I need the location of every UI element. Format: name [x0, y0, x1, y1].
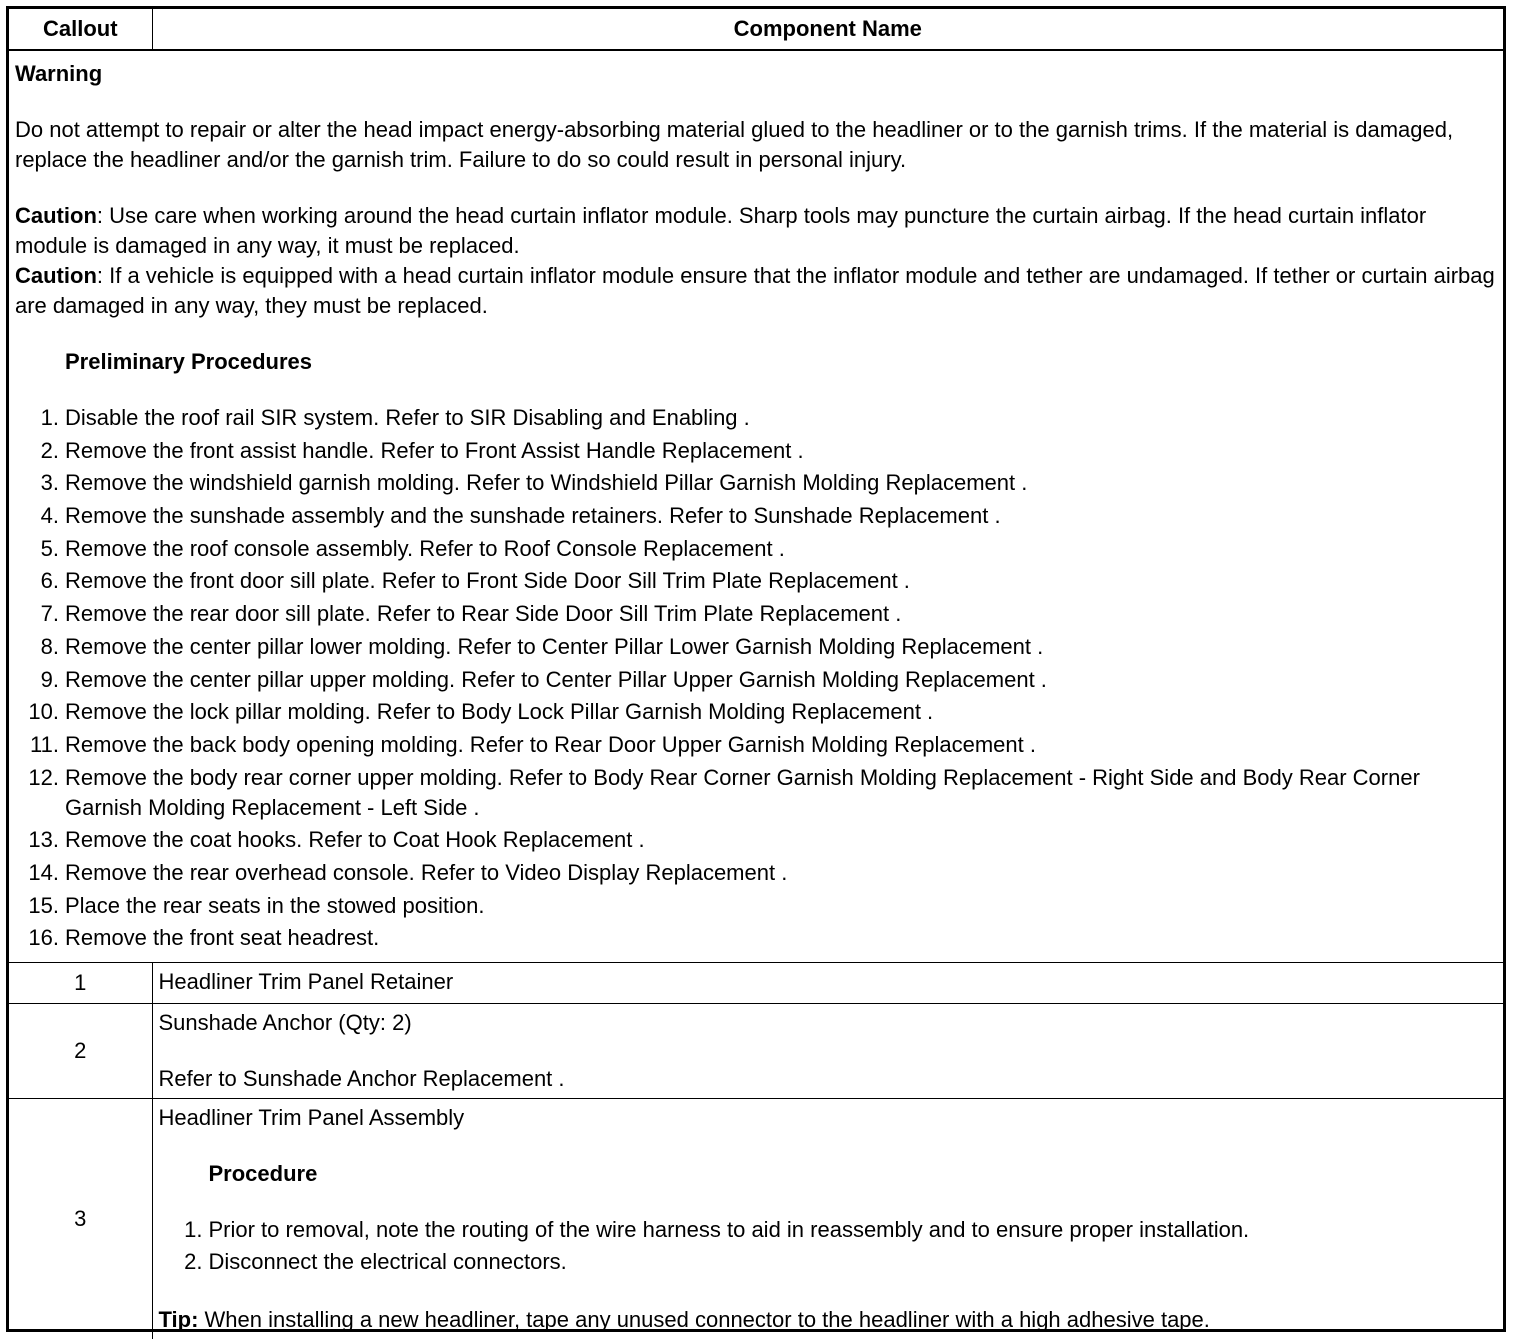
step-text: Disable the roof rail SIR system. Refer to SIR Disabling and Enabling .: [65, 405, 750, 430]
component-name-header: Component Name: [152, 9, 1503, 50]
component-name: Headliner Trim Panel Retainer: [158, 969, 454, 994]
step-number: 1.: [40, 405, 59, 430]
warning-text: Do not attempt to repair or alter the head impact energy-absorbing material glued to the headliner or to the garnish trims. If the material is damaged, replace the headliner and/or the garnish trim. Failure to do so could result in personal injury.: [15, 117, 1454, 172]
caution-2: [15, 261, 1497, 321]
procedure-step: [159, 1215, 1498, 1245]
component-row-2: [9, 1004, 1503, 1099]
step-number: 4.: [40, 503, 59, 529]
step-item: [15, 697, 1497, 727]
component-row-3: [9, 1099, 1503, 1340]
procedure-steps-list: [159, 1215, 1498, 1277]
tip: [159, 1305, 1498, 1335]
step-item: [15, 566, 1497, 596]
step-item: [15, 891, 1497, 921]
step-text: Remove the center pillar lower molding. Refer to Center Pillar Lower Garnish Molding Replacement .: [65, 633, 1044, 659]
step-number: 9.: [40, 666, 59, 692]
step-number: 1.: [184, 1217, 203, 1242]
step-number: 6.: [40, 568, 59, 594]
step-text: Remove the sunshade assembly and the sunshade retainers. Refer to Sunshade Replacement .: [65, 503, 1001, 529]
step-text: Disconnect the electrical connectors.: [208, 1249, 567, 1274]
component-table-frame: [6, 6, 1506, 1332]
step-item: [15, 534, 1497, 564]
step-text: Remove the front seat headrest.: [65, 925, 380, 951]
caution-1-text: : Use care when working around the head curtain inflator module. Sharp tools may puncture the curtain airbag. If the head curtain inflator module is damaged in any way, it must be replaced.: [15, 203, 1427, 258]
step-item: [15, 858, 1497, 888]
component-table: [9, 9, 1503, 1339]
step-number: 11.: [30, 731, 59, 757]
step-item: [15, 825, 1497, 855]
step-text: Remove the center pillar upper molding. Refer to Center Pillar Upper Garnish Molding Replacement .: [65, 666, 1047, 692]
step-text: Remove the rear door sill plate. Refer to Rear Side Door Sill Trim Plate Replacement .: [65, 601, 902, 627]
step-item: [15, 730, 1497, 760]
step-number: 10.: [28, 699, 59, 725]
caution-2-text: : If a vehicle is equipped with a head curtain inflator module ensure that the inflator module and tether are undamaged. If tether or curtain airbag are damaged in any way, they must be replaced.: [15, 263, 1495, 318]
preliminary-steps-list: [15, 403, 1497, 953]
component-name: Headliner Trim Panel Assembly: [158, 1105, 465, 1130]
component-reference: Refer to Sunshade Anchor Replacement .: [158, 1066, 565, 1091]
step-number: 2.: [40, 437, 59, 463]
tip-text: When installing a new headliner, tape any unused connector to the headliner with a high adhesive tape.: [198, 1307, 1210, 1332]
step-number: 13.: [28, 827, 59, 853]
caution-2-label: Caution: [15, 263, 97, 288]
step-item: [15, 923, 1497, 953]
header-row: [9, 9, 1503, 50]
step-text: Remove the windshield garnish molding. Refer to Windshield Pillar Garnish Molding Replacement .: [65, 470, 1028, 496]
component-name-cell: [152, 1099, 1503, 1340]
step-number: 8.: [40, 633, 59, 659]
step-item: [15, 763, 1497, 823]
step-text: Remove the rear overhead console. Refer to Video Display Replacement .: [65, 859, 788, 885]
caution-1: [15, 201, 1497, 261]
step-text: Prior to removal, note the routing of the wire harness to aid in reassembly and to ensure proper installation.: [208, 1217, 1250, 1242]
callout-header: Callout: [9, 9, 152, 50]
step-number: 12.: [28, 764, 59, 790]
intro-row: [9, 50, 1503, 963]
step-item: [15, 403, 1497, 433]
step-number: 15.: [28, 892, 59, 918]
tip-label: Tip:: [158, 1307, 199, 1332]
component-name: Sunshade Anchor (Qty: 2): [158, 1010, 412, 1035]
component-name-cell: [152, 1004, 1503, 1099]
step-text: Remove the body rear corner upper molding. Refer to Body Rear Corner Garnish Molding Replacement - Right Side and Body Rear Corner Garnish Molding Replacement - Left Side .: [65, 764, 1420, 820]
step-number: 2.: [184, 1249, 203, 1274]
intro-cell: [9, 50, 1503, 963]
callout-cell: 3: [9, 1099, 152, 1340]
callout-cell: 2: [9, 1004, 152, 1099]
warning-title: Warning: [15, 61, 103, 86]
step-text: Remove the coat hooks. Refer to Coat Hook Replacement .: [65, 827, 645, 853]
component-row-1: [9, 963, 1503, 1004]
step-text: Place the rear seats in the stowed position.: [65, 892, 485, 918]
component-name-cell: [152, 963, 1503, 1004]
step-text: Remove the front assist handle. Refer to Front Assist Handle Replacement .: [65, 437, 804, 463]
step-item: [15, 501, 1497, 531]
procedure-title: Procedure: [208, 1161, 318, 1186]
step-item: [15, 632, 1497, 662]
step-text: Remove the roof console assembly. Refer to Roof Console Replacement .: [65, 535, 785, 561]
callout-cell: 1: [9, 963, 152, 1004]
step-number: 16.: [28, 925, 59, 951]
step-text: Remove the back body opening molding. Refer to Rear Door Upper Garnish Molding Replacement .: [65, 731, 1036, 757]
step-number: 5.: [40, 535, 59, 561]
step-item: [15, 468, 1497, 498]
step-number: 14.: [28, 859, 59, 885]
procedure-step: [159, 1247, 1498, 1277]
step-text: Remove the front door sill plate. Refer to Front Side Door Sill Trim Plate Replacement .: [65, 568, 910, 594]
preliminary-procedures-title: Preliminary Procedures: [65, 349, 313, 374]
step-item: [15, 665, 1497, 695]
step-number: 3.: [40, 470, 59, 496]
step-text: Remove the lock pillar molding. Refer to Body Lock Pillar Garnish Molding Replacement .: [65, 699, 934, 725]
caution-1-label: Caution: [15, 203, 97, 228]
step-item: [15, 599, 1497, 629]
step-number: 7.: [40, 601, 59, 627]
step-item: [15, 436, 1497, 466]
